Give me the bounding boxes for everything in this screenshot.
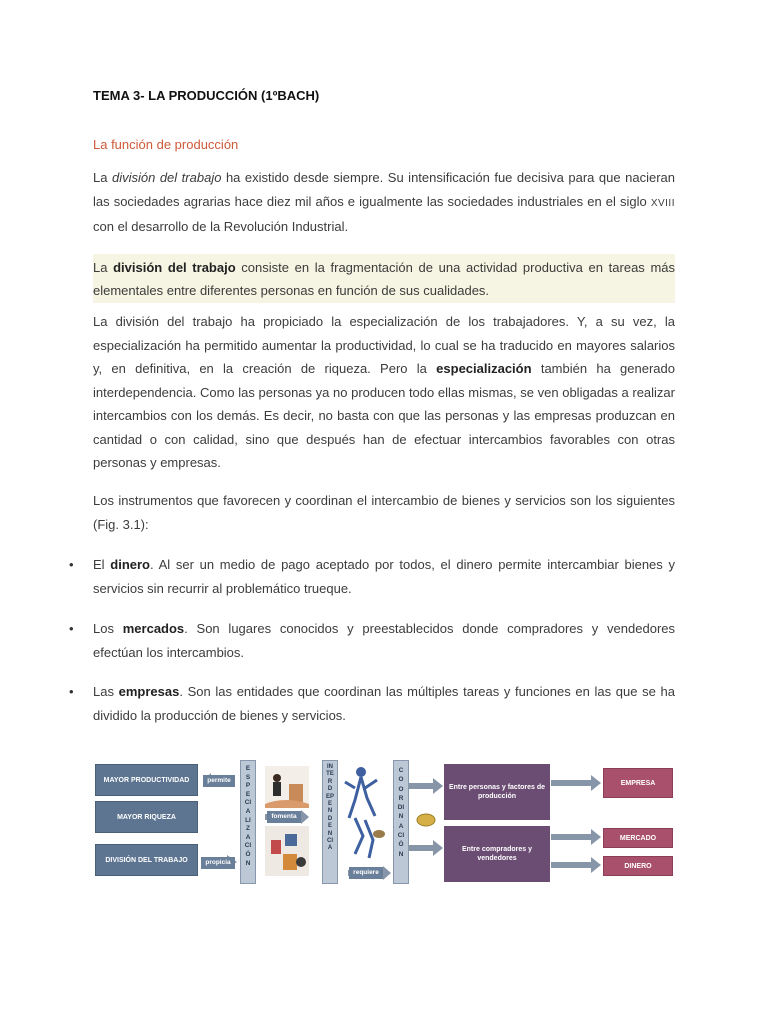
text-run: La bbox=[93, 170, 112, 185]
box-division-del-trabajo: DIVISIÓN DEL TRABAJO bbox=[95, 844, 198, 876]
text-run: Las bbox=[93, 684, 119, 699]
tag-permite: permite bbox=[203, 775, 235, 787]
bar-label: ESPECIALIZACIÓN bbox=[244, 765, 252, 867]
bullet-dot: • bbox=[69, 684, 74, 699]
bold-term: división del trabajo bbox=[113, 260, 236, 275]
box-mercado: MERCADO bbox=[603, 828, 673, 848]
box-empresa: EMPRESA bbox=[603, 768, 673, 798]
bold-term: empresas bbox=[118, 684, 180, 699]
paragraph-intro bbox=[93, 166, 675, 239]
box-mayor-riqueza: MAYOR RIQUEZA bbox=[95, 801, 198, 833]
bar-coordinacion bbox=[393, 760, 409, 884]
text-run: . Son las entidades que coordinan las múltiples tareas y funciones en las que se ha dividido la producción de bienes y servicios. bbox=[93, 684, 675, 723]
text-run: ha existido desde siempre. Su intensificación fue decisiva para que nacieran las sociedades agrarias hace diez mil años e igualmente las sociedades industriales en el siglo bbox=[93, 170, 675, 209]
box-dinero: DINERO bbox=[603, 856, 673, 876]
box-entre-compradores: Entre compradores y vendedores bbox=[444, 826, 550, 882]
text-run: también ha generado interdependencia. Como las personas ya no producen todo ellas mismas, se ven obligadas a realizar intercambios con los demás. Es decir, no basta con que las personas y las empresas produzcan en cantidad o con calidad, sino que después han de efectuar intercambios favorables con otras personas y empresas. bbox=[93, 361, 676, 470]
text-run: . Al ser un medio de pago aceptado por todos, el dinero permite intercambiar bienes y servicios sin recurrir al problemático trueque. bbox=[93, 557, 675, 596]
coin-icon bbox=[417, 814, 435, 826]
text-run: La bbox=[93, 260, 114, 275]
bar-interdependencia bbox=[322, 760, 338, 884]
list-item bbox=[69, 617, 675, 664]
text-run: . Son lugares conocidos y preestablecidos donde compradores y vendedores efectúan los intercambios. bbox=[93, 621, 675, 660]
arrow-to-empresa bbox=[551, 775, 601, 791]
bullet-dot: • bbox=[69, 621, 74, 636]
list-item bbox=[69, 553, 675, 600]
bold-term: dinero bbox=[110, 557, 150, 572]
bar-label: COORDINACIÓN bbox=[397, 767, 405, 858]
bar-label: INTERDEPENDENCIA bbox=[326, 764, 335, 852]
arrow-to-mercado bbox=[551, 829, 601, 845]
text-run: El bbox=[93, 557, 111, 572]
text-run: con el desarrollo de la Revolución Industrial. bbox=[93, 219, 349, 234]
arrow-coord-1 bbox=[407, 778, 443, 794]
emphasis-term: división del trabajo bbox=[111, 170, 222, 185]
illustration-juggler bbox=[345, 767, 385, 858]
arrow-coord-2 bbox=[407, 840, 443, 856]
arrow-to-dinero bbox=[551, 857, 601, 873]
paragraph-instruments: Los instrumentos que favorecen y coordinan el intercambio de bienes y servicios son los siguientes (Fig. 3.1): bbox=[93, 493, 675, 532]
text-run: consiste en la fragmentación de una actividad productiva en tareas más elementales entre diferentes personas en función de sus cualidades. bbox=[93, 260, 676, 298]
figure-3-1-diagram bbox=[93, 758, 675, 884]
text-run: Los bbox=[93, 621, 123, 636]
tag-requiere: requiere bbox=[349, 867, 383, 879]
tag-fomenta: fomenta bbox=[267, 811, 301, 823]
text-run: La división del trabajo ha propiciado la especialización de los trabajadores. Y, a su vez, la especialización ha permitido aumentar la productividad, lo cual se ha traducido en mayores salarios y, en definitiva, en la creación de riqueza. Pero la bbox=[93, 314, 675, 376]
box-entre-personas: Entre personas y factores de producción bbox=[444, 764, 550, 820]
bold-term: especialización bbox=[436, 361, 532, 376]
tag-propicia: propicia bbox=[201, 857, 235, 869]
bold-term: mercados bbox=[122, 621, 185, 636]
section-heading: La función de producción bbox=[93, 137, 239, 152]
bar-especializacion bbox=[240, 760, 256, 884]
page-title: TEMA 3- LA PRODUCCIÓN (1ºBACH) bbox=[93, 88, 320, 103]
box-mayor-productividad: MAYOR PRODUCTIVIDAD bbox=[95, 764, 198, 796]
list-item bbox=[69, 680, 675, 727]
definition-highlight bbox=[93, 254, 675, 303]
paragraph-specialization bbox=[93, 310, 675, 475]
bullet-dot: • bbox=[69, 557, 74, 572]
century-numeral: XVIII bbox=[650, 197, 675, 209]
